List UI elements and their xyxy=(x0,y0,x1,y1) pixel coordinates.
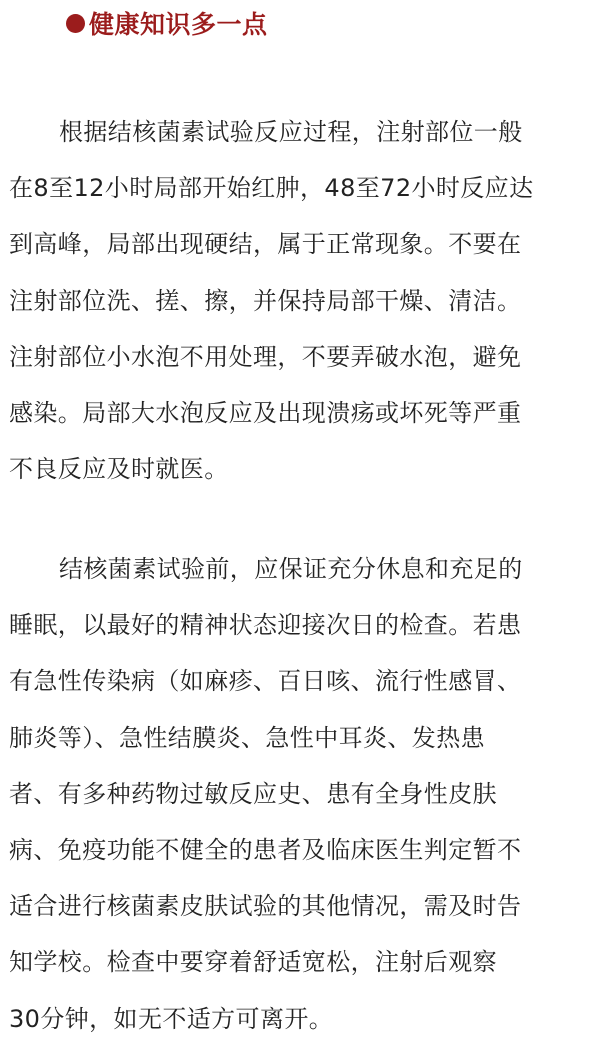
paragraph-line: 知学校。检查中要穿着舒适宽松，注射后观察 xyxy=(9,948,497,977)
paragraph-line: 不良反应及时就医。 xyxy=(9,455,229,484)
paragraph-line: 在8至12小时局部开始红肿，48至72小时反应达 xyxy=(9,174,534,203)
paragraph-line: 到高峰，局部出现硬结，属于正常现象。不要在 xyxy=(9,230,522,259)
paragraph-line: 30分钟，如无不适方可离开。 xyxy=(9,1004,334,1033)
section-title: 健康知识多一点 xyxy=(89,10,268,39)
paragraph-test-reaction xyxy=(9,104,591,497)
paragraph-line: 结核菌素试验前，应保证充分休息和充足的 xyxy=(59,555,523,583)
paragraph-line: 注射部位小水泡不用处理，不要弄破水泡，避免 xyxy=(9,342,522,371)
section-heading xyxy=(66,6,268,40)
paragraph-line: 根据结核菌素试验反应过程，注射部位一般 xyxy=(59,118,523,146)
paragraph-line: 病、免疫功能不健全的患者及临床医生判定暂不 xyxy=(9,835,522,864)
paragraph-line: 感染。局部大水泡反应及出现溃疡或坏死等严重 xyxy=(9,398,522,427)
paragraph-line: 注射部位洗、搓、擦，并保持局部干燥、清洁。 xyxy=(9,286,522,315)
paragraph-before-test xyxy=(9,541,591,1047)
paragraph-line: 睡眠，以最好的精神状态迎接次日的检查。若患 xyxy=(9,611,522,640)
bullet-dot-icon xyxy=(66,14,85,33)
paragraph-line: 肺炎等）、急性结膜炎、急性中耳炎、发热患 xyxy=(9,723,485,752)
paragraph-line: 有急性传染病（如麻疹、百日咳、流行性感冒、 xyxy=(9,667,522,696)
paragraph-line: 者、有多种药物过敏反应史、患有全身性皮肤 xyxy=(9,779,497,808)
paragraph-line: 适合进行核菌素皮肤试验的其他情况，需及时告 xyxy=(9,892,522,921)
